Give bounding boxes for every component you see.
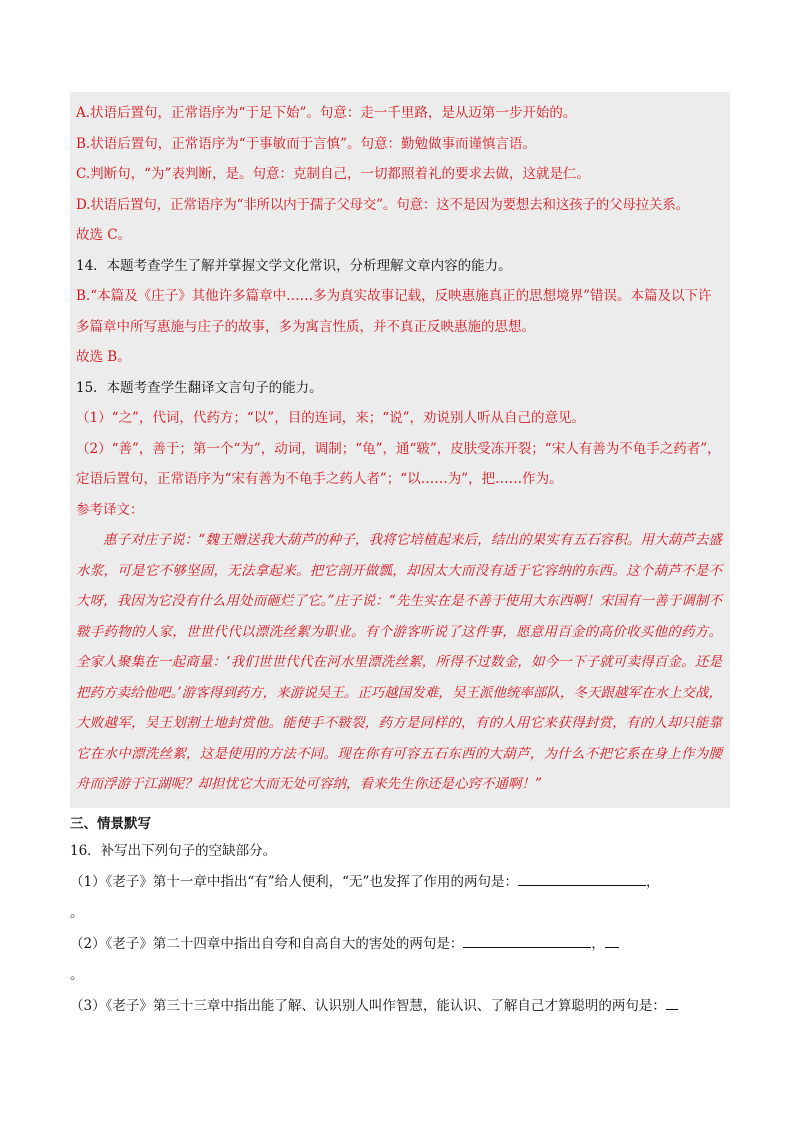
q16-item-2-end [70,960,730,991]
option-d-analysis: D.状语后置句，正常语序为“非所以内于孺子父母交”。句意：这不是因为要想去和这孩子的父母拉关系。 [76,196,689,213]
separator: ， [591,935,605,952]
period: 。 [70,966,84,983]
q15-part-1: （1）“之”，代词，代药方；“以”，目的连词，来；“说”，劝说别人听从自己的意见。 [76,410,585,426]
option-b-analysis: B.状语后置句，正常语序为“于事敏而于言慎”。句意：勤勉做事而谨慎言语。 [76,135,537,152]
separator: ， [645,873,660,890]
answer-blank[interactable] [605,933,619,948]
answer-blank[interactable] [518,871,646,886]
section-title: 三、情景默写 [70,815,151,832]
q15-title: 15．本题考查学生翻译文言句子的能力。 [76,379,323,396]
q16-item-3-text: （3）《老子》第三十三章中指出能了解、认识别人叫作智慧，能认识、了解自己才算聪明的两句是： [70,997,666,1014]
period: 。 [70,904,84,921]
q16-item-1-text: （1）《老子》第十一章中指出“有”给人便利，“无”也发挥了作用的两句是： [70,873,518,890]
q14-title: 14．本题考查学生了解并掌握文学文化常识，分析理解文章内容的能力。 [76,257,512,274]
q14-option-b-analysis: B.“本篇及《庄子》其他许多篇章中……多为真实故事记载，反映惠施真正的思想境界”错误。本篇及以下许多篇章中所写惠施与庄子的故事，多为寓言性质，并不真正反映惠施的思想。 [76,288,712,335]
q16-item-2-text: （2）《老子》第二十四章中指出自夸和自高自大的害处的两句是： [70,935,464,952]
q15-part-2: （2）“善”，善于；第一个“为”，动词，调制；“龟”，通“皲”，皮肤受冻开裂；“宋人有善为不龟手之药者”，定语后置句，正常语序为“宋有善为不龟手之药人者”；“以……为”，把……作为。 [76,440,721,487]
reference-translation-text: 惠子对庄子说：“魏王赠送我大葫芦的种子，我将它培植起来后，结出的果实有五石容积。用大葫芦去盛水浆，可是它不够坚固，无法拿起来。把它剖开做瓢，却因太大而没有适于它容纳的东西。这个葫芦不是不大呀，我因为它没有什么用处而砸烂了它。”庄子说：“先生实在是不善于使用大东西啊！宋国有一善于调制不皲手药物的人家，世世代代以漂洗丝絮为职业。有个游客听说了这件事，愿意用百金的高价收买他的药方。全家人聚集在一起商量：‘我们世世代代在河水里漂洗丝絮，所得不过数金，如今一下子就可卖得百金。还是把药方卖给他吧。’游客得到药方，来游说吴王。正巧越国发难，吴王派他统率部队，冬天跟越军在水上交战，大败越军，吴王划割土地封赏他。能使手不皲裂，药方是同样的，有的人用它来获得封赏，有的人却只能靠它在水中漂洗丝絮，这是使用的方法不同。现在你有可容五石东西的大葫芦，为什么不把它系在身上作为腰舟而浮游于江湖呢？却担忧它大而无处可容纳，看来先生你还是心窍不通啊！” [76,532,722,792]
page-content [70,92,730,1022]
q16-item-1-end [70,898,730,929]
q16-title: 16．补写出下列句子的空缺部分。 [70,842,277,859]
answer-choice-c: 故选 C。 [76,227,132,243]
reference-translation-label: 参考译文： [76,501,144,518]
answer-block [70,92,730,808]
q16-item-1 [70,867,730,898]
answer-blank[interactable] [666,995,678,1010]
answer-choice-b: 故选 B。 [76,349,131,365]
answer-blank[interactable] [463,933,591,948]
q16-item-2 [70,929,730,960]
q16-item-3 [70,991,730,1022]
option-c-analysis: C.判断句，“为”表判断，是。句意：克制自己，一切都照着礼的要求去做，这就是仁。 [76,166,590,182]
option-a-analysis: A.状语后置句，正常语序为“于足下始”。句意：走一千里路，是从迈第一步开始的。 [76,105,577,121]
